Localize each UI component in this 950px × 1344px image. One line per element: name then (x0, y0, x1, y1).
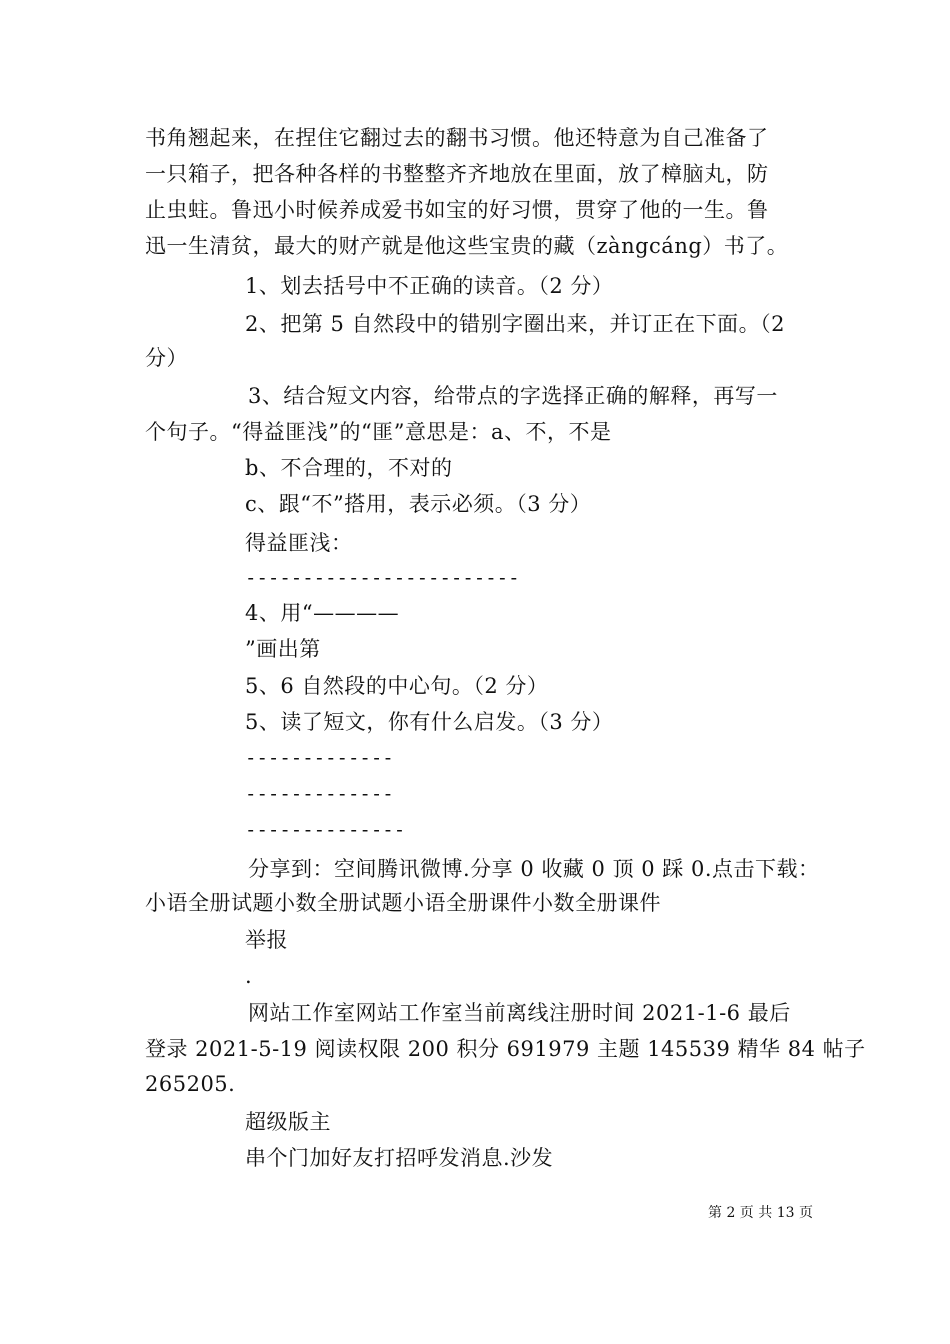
download-links: 小语全册试题小数全册试题小语全册课件小数全册课件 (145, 891, 661, 915)
answer-label: 得益匪浅： (245, 531, 353, 555)
question-4-end: 5、6 自然段的中心句。（2 分） (245, 674, 549, 698)
question-4: 4、用“———— (245, 601, 400, 625)
answer-blank-line: -------------- (245, 819, 406, 841)
option-b: b、不合理的，不对的 (245, 456, 453, 480)
question-5: 5、读了短文，你有什么启发。（3 分） (245, 710, 614, 734)
question-3-continued: 个句子。“得益匪浅”的“匪”意思是：a、不，不是 (145, 420, 612, 444)
report-text: 举报 (245, 928, 288, 952)
user-info-continued: 登录 2021-5-19 阅读权限 200 积分 691979 主题 145539 精华 84 帖子 (145, 1037, 866, 1061)
paragraph-line: 一只箱子，把各种各样的书整整齐齐地放在里面，放了樟脑丸，防 (145, 162, 769, 186)
option-c: c、跟“不”搭用，表示必须。（3 分） (245, 492, 592, 516)
question-2-continued: 分） (145, 346, 188, 370)
question-2: 2、把第 5 自然段中的错别字圈出来，并订正在下面。（2 (245, 312, 785, 336)
share-line: 分享到：空间腾讯微博.分享 0 收藏 0 顶 0 踩 0.点击下载： (248, 857, 820, 881)
paragraph-line: 止虫蛀。鲁迅小时候养成爱书如宝的好习惯，贯穿了他的一生。鲁 (145, 198, 769, 222)
answer-blank-line: ------------- (245, 747, 394, 769)
answer-blank-line: ------------- (245, 783, 394, 805)
dot-text: . (245, 964, 253, 988)
answer-blank-line: ------------------------ (245, 567, 520, 589)
question-4-continued: ”画出第 (245, 637, 321, 661)
paragraph-line: 书角翘起来，在捏住它翻过去的翻书习惯。他还特意为自己准备了 (145, 126, 769, 150)
user-info: 网站工作室网站工作室当前离线注册时间 2021-1-6 最后 (248, 1001, 791, 1025)
user-actions: 串个门加好友打招呼发消息.沙发 (245, 1146, 554, 1170)
question-1: 1、划去括号中不正确的读音。（2 分） (245, 274, 614, 298)
user-role: 超级版主 (245, 1110, 331, 1134)
page-indicator: 第 2 页 共 13 页 (708, 1205, 813, 1221)
question-3: 3、结合短文内容，给带点的字选择正确的解释，再写一 (248, 384, 778, 408)
user-info-end: 265205. (145, 1072, 236, 1096)
paragraph-line: 迅一生清贫，最大的财产就是他这些宝贵的藏（zàngcáng）书了。 (145, 234, 789, 258)
